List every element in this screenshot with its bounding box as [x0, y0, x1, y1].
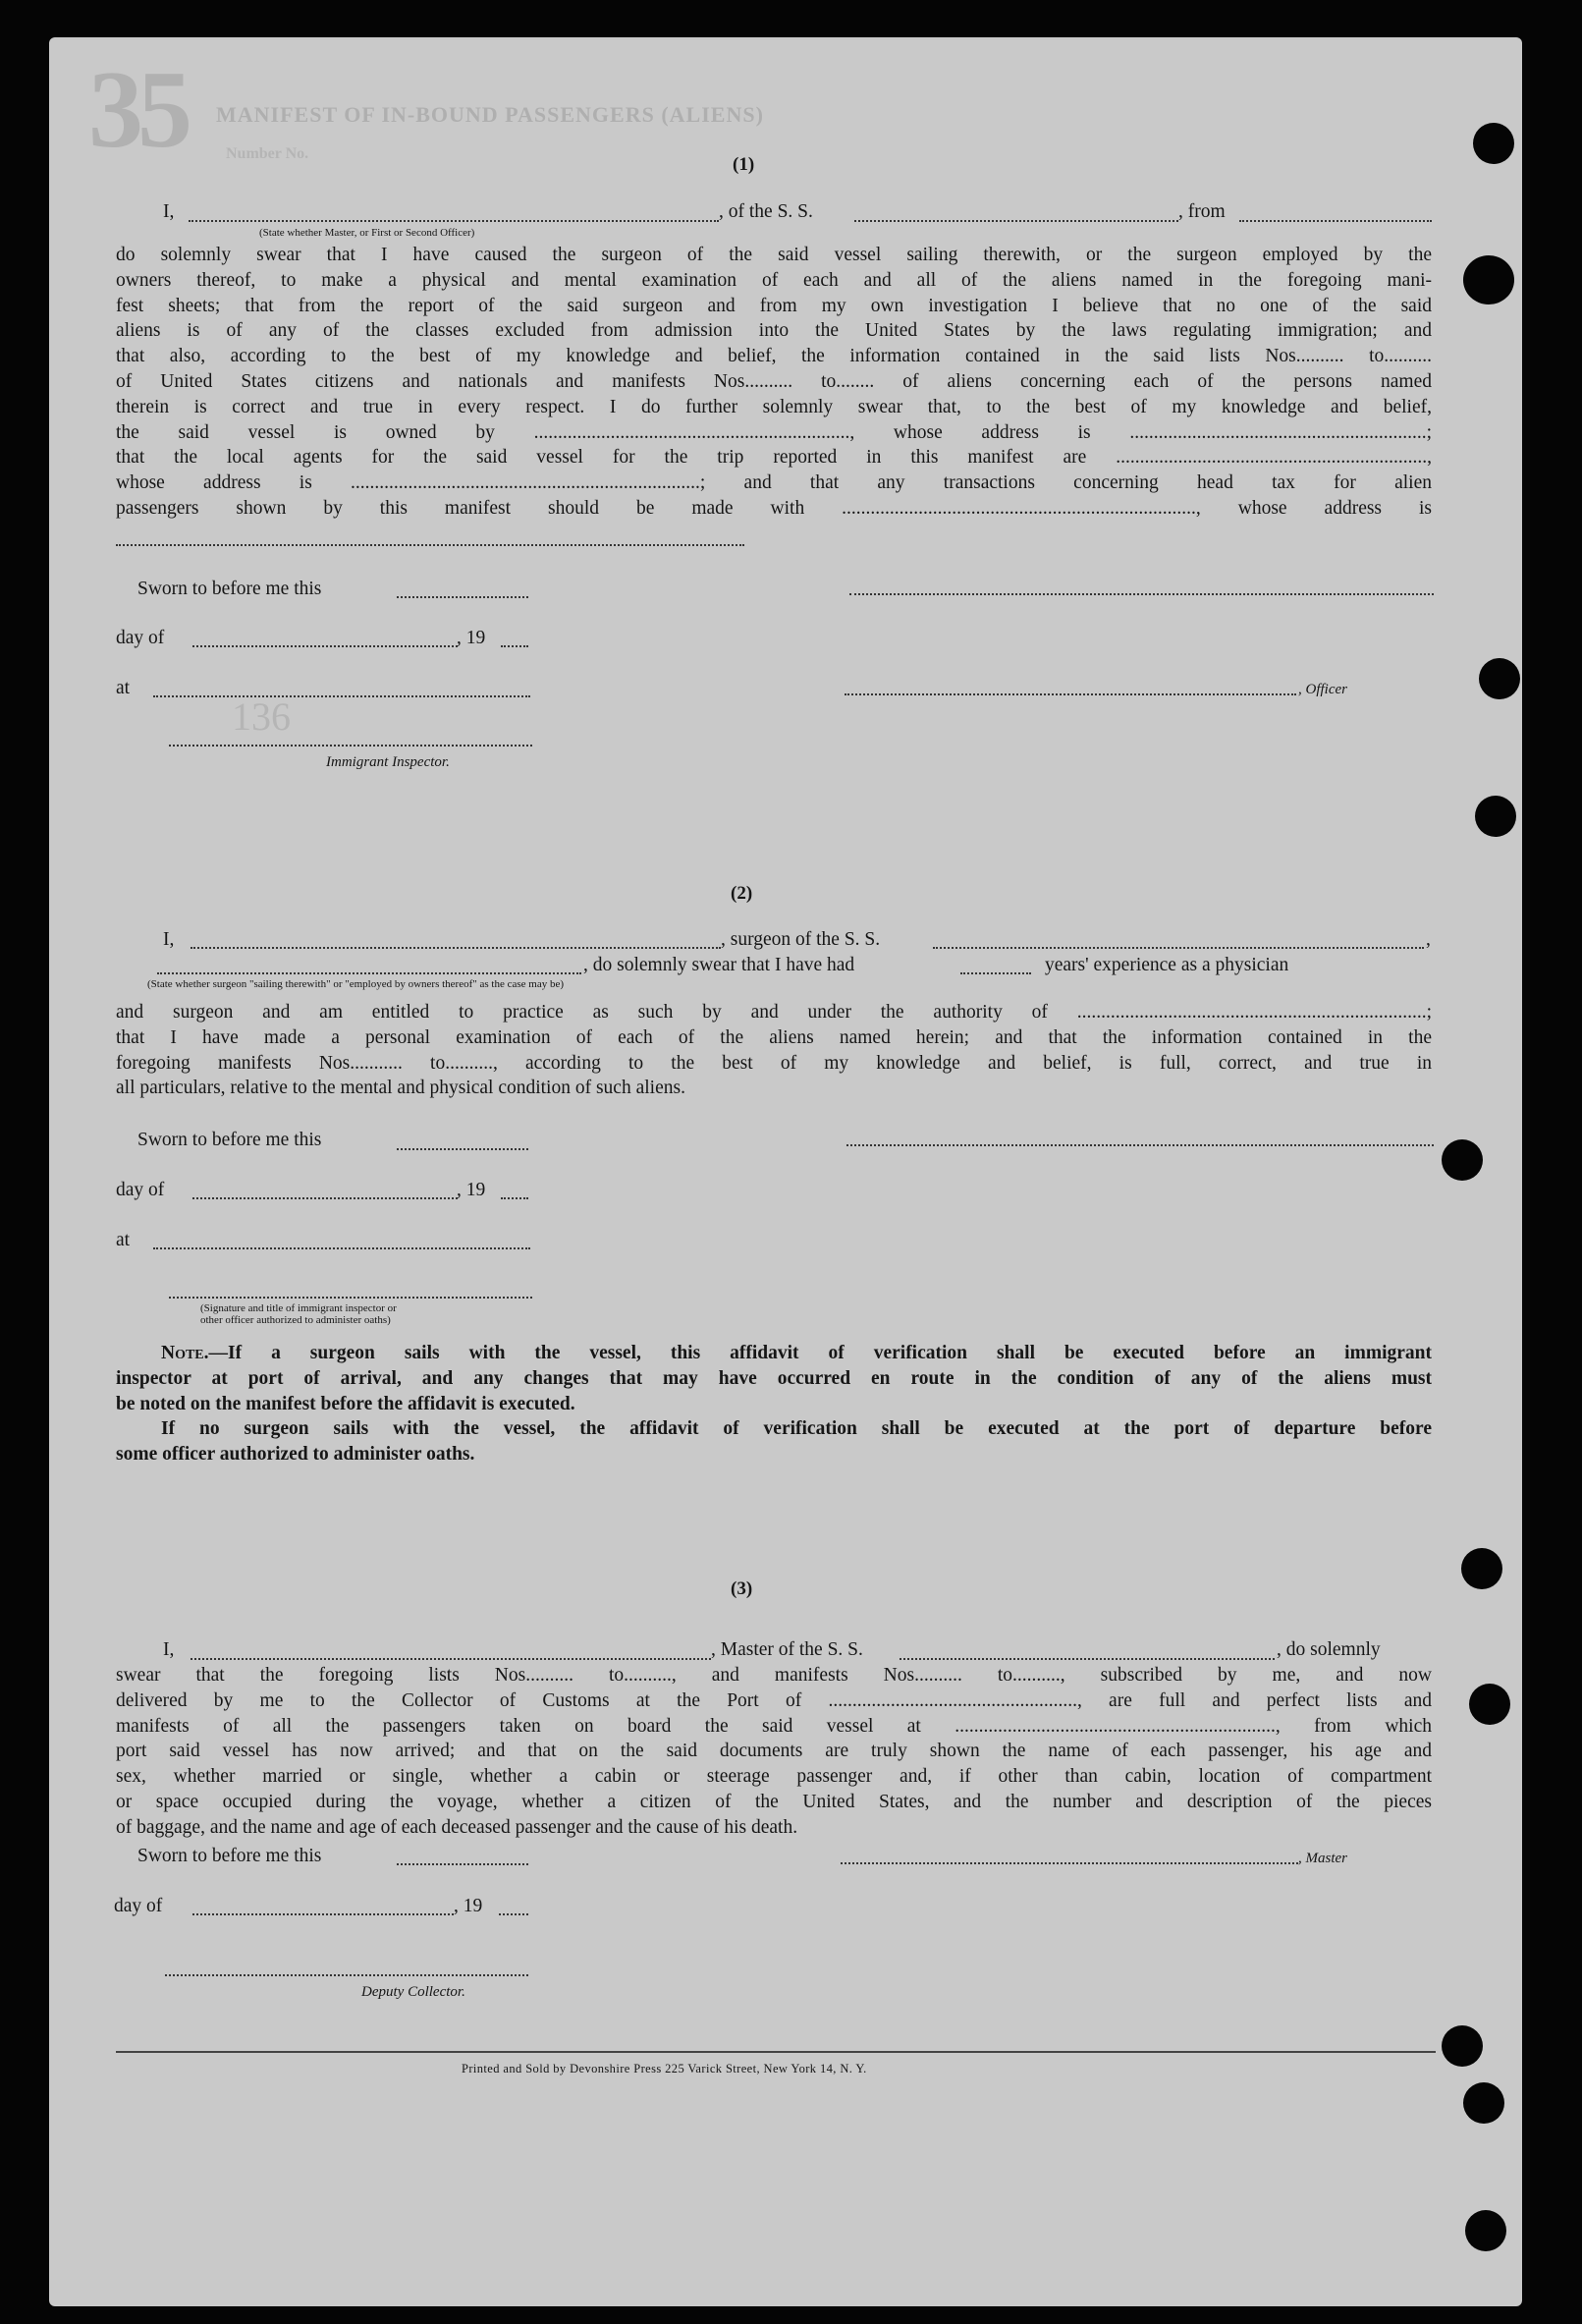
s1-body-line: the said vessel is owned by .................................................................., whose address is ..............................................................;: [116, 421, 1432, 443]
s2-years-blank: [960, 972, 1031, 974]
s3-body-line: sex, whether married or single, whether a cabin or steerage passenger and, if other than cabin, location of compartment: [116, 1766, 1432, 1788]
punch-hole: [1463, 255, 1514, 304]
s3-solemnly-label: , do solemnly: [1277, 1639, 1381, 1660]
s2-day-of-label: day of: [116, 1180, 165, 1200]
s3-body-line: manifests of all the passengers taken on board the said vessel at ..................................................................., from which: [116, 1715, 1432, 1737]
s2-at-label: at: [116, 1230, 131, 1250]
s2-body-line: that I have made a personal examination of each of the aliens named herein; and that the information contained in the: [116, 1026, 1432, 1048]
s2-surgeon-signature-blank: [846, 1144, 1434, 1146]
s3-body-line: port said vessel has now arrived; and that on the said documents are truly shown the name of each passenger, his age and: [116, 1741, 1432, 1762]
s1-ss-label: , of the S. S.: [719, 201, 813, 222]
s1-body-line: whose address is .........................................................................; and that any transactions concerning head tax for alien: [116, 472, 1432, 494]
s1-body-line: of United States citizens and nationals and manifests Nos.......... to........ of aliens concerning each of the persons named: [116, 370, 1432, 392]
printer-imprint: Printed and Sold by Devonshire Press 225 Varick Street, New York 14, N. Y.: [462, 2062, 867, 2075]
s3-sworn-label: Sworn to before me this: [137, 1846, 322, 1866]
s2-note-line: If no surgeon sails with the vessel, the affidavit of verification shall be executed at the port of departure before: [161, 1418, 1432, 1440]
s1-body-line: fest sheets; that from the report of the said surgeon and from my own investigation I believe that no one of the said: [116, 295, 1432, 316]
s2-sig-note-line1: (Signature and title of immigrant inspector or: [200, 1302, 397, 1314]
s1-margin-ghost-number: 136: [232, 694, 291, 739]
punch-hole: [1442, 1139, 1483, 1181]
s2-body-line: and surgeon and am entitled to practice as such by and under the authority of .........................................................................;: [116, 1002, 1432, 1023]
s3-master-signature-blank: [841, 1862, 1298, 1864]
s1-day-of-label: day of: [116, 628, 165, 648]
s2-year-label: , 19: [457, 1180, 486, 1200]
s1-body-line: therein is correct and true in every respect. I do further solemnly swear that, to the best of my knowledge and belief,: [116, 396, 1432, 417]
s3-day-of-label: day of: [114, 1896, 163, 1916]
s3-body-line: delivered by me to the Collector of Customs at the Port of ...................................................., are full and perfect lists and: [116, 1689, 1432, 1711]
punch-hole: [1442, 2025, 1483, 2067]
s2-day-blank: [192, 1197, 458, 1199]
s2-swear-label: , do solemnly swear that I have had: [583, 955, 855, 975]
s2-year-blank: [501, 1197, 528, 1199]
ghost-manifest-sub: Number No.: [226, 145, 309, 162]
s2-note-line: inspector at port of arrival, and any changes that may have occurred en route in the condition of any of the aliens must: [116, 1367, 1432, 1389]
s2-body-line: foregoing manifests Nos........... to.........., according to the best of my knowledge and belief, is full, correct, and true in: [116, 1052, 1432, 1074]
s2-sig-note-line2: other officer authorized to administer oaths): [200, 1314, 391, 1326]
s3-master-name-blank: [191, 1658, 711, 1660]
s1-body-line: passengers shown by this manifest should be made with .........................................................................., whose address is: [116, 497, 1432, 519]
s2-sworn-blank: [397, 1148, 528, 1150]
s2-note-label: Note.: [161, 1343, 209, 1363]
punch-hole: [1475, 796, 1516, 837]
punch-hole: [1463, 2082, 1504, 2124]
s1-at-blank: [153, 695, 530, 697]
s1-body-line: that the local agents for the said vessel for the trip reported in this manifest are .................................................................,: [116, 447, 1432, 469]
s3-body: [116, 1663, 1432, 1841]
s1-at-label: at: [116, 678, 131, 698]
s3-year-blank: [499, 1913, 528, 1915]
s2-vessel-blank: [933, 947, 1424, 949]
footer-rule: [116, 2051, 1436, 2053]
s3-i-label: I,: [163, 1639, 175, 1660]
s1-sworn-blank: [397, 596, 528, 598]
s1-officer-label: , Officer: [1298, 682, 1347, 697]
s3-sworn-blank: [397, 1863, 528, 1865]
document-page: [49, 37, 1522, 2306]
s2-at-blank: [153, 1247, 530, 1249]
s1-body-line: that also, according to the best of my knowledge and belief, the information contained in the said lists Nos.......... to..........: [116, 346, 1432, 367]
s3-master-label: , Master: [1298, 1851, 1347, 1866]
s1-vessel-blank: [854, 220, 1178, 222]
s3-body-line: or space occupied during the voyage, whether a citizen of the United States, and the number and description of the pieces: [116, 1791, 1432, 1812]
s1-body-line: do solemnly swear that I have caused the surgeon of the said vessel sailing therewith, or the surgeon employed by the: [116, 245, 1432, 265]
s3-collector-signature-blank: [165, 1974, 528, 1976]
s3-vessel-blank: [900, 1658, 1275, 1660]
s1-from-blank: [1239, 220, 1432, 222]
punch-hole: [1479, 658, 1520, 699]
s3-year-label: , 19: [454, 1896, 483, 1916]
s1-inspector-signature-blank: [169, 745, 532, 747]
s2-note-text: —If a surgeon sails with the vessel, this affidavit of verification shall be executed before an immigrant: [208, 1343, 1432, 1363]
s1-officer-name-blank: [189, 220, 719, 222]
s1-year-blank: [501, 645, 528, 647]
s2-i-label: I,: [163, 929, 175, 950]
s2-ss-label: , surgeon of the S. S.: [721, 929, 881, 950]
s2-surgeon-type-blank: [157, 972, 581, 974]
punch-hole: [1461, 1548, 1502, 1589]
s1-body: [116, 243, 1432, 522]
s1-i-label: I,: [163, 201, 175, 222]
punch-hole: [1469, 1684, 1510, 1725]
s1-body-line: owners thereof, to make a physical and mental examination of each and all of the aliens named in the foregoing mani-: [116, 269, 1432, 291]
s1-inspector-label: Immigrant Inspector.: [326, 754, 450, 770]
s3-body-line: of baggage, and the name and age of each deceased passenger and the cause of his death.: [116, 1816, 798, 1838]
s2-body: [116, 1000, 1432, 1101]
s2-surgeon-note: (State whether surgeon "sailing therewith" or "employed by owners thereof" as the case may be): [147, 978, 565, 990]
section-1-number: (1): [733, 154, 755, 175]
s3-day-blank: [192, 1913, 454, 1915]
s2-note-line: [116, 1341, 1432, 1366]
s2-note: [116, 1341, 1432, 1467]
s1-day-blank: [192, 645, 458, 647]
ghost-stamp-number: 35: [88, 49, 187, 171]
s2-inspector-signature-blank: [169, 1297, 532, 1299]
s2-comma: ,: [1426, 929, 1431, 950]
s1-sworn-label: Sworn to before me this: [137, 579, 322, 599]
s2-sworn-label: Sworn to before me this: [137, 1130, 322, 1150]
punch-hole: [1473, 123, 1514, 164]
s2-surgeon-name-blank: [191, 947, 721, 949]
s2-note-line: be noted on the manifest before the affidavit is executed.: [116, 1393, 575, 1414]
s1-officer-note: (State whether Master, or First or Second Officer): [259, 227, 475, 239]
s1-body-line: aliens is of any of the classes excluded from admission into the United States by the laws regulating immigration; and: [116, 320, 1432, 342]
section-3-number: (3): [731, 1578, 753, 1599]
s2-years-label: years' experience as a physician: [1045, 955, 1289, 975]
s3-ss-label: , Master of the S. S.: [711, 1639, 863, 1660]
s1-year-label: , 19: [457, 628, 486, 648]
ghost-manifest-title: MANIFEST OF IN-BOUND PASSENGERS (ALIENS): [216, 102, 764, 127]
punch-hole: [1465, 2210, 1506, 2251]
s3-collector-label: Deputy Collector.: [361, 1984, 465, 2000]
section-2-number: (2): [731, 883, 753, 904]
s1-officer-title-blank: [845, 693, 1296, 695]
s1-agent-address-blank: [116, 544, 744, 546]
s2-note-line: some officer authorized to administer oaths.: [116, 1444, 475, 1466]
s2-body-line: all particulars, relative to the mental and physical condition of such aliens.: [116, 1078, 685, 1099]
s1-officer-signature-blank: [849, 593, 1434, 595]
s3-body-line: swear that the foregoing lists Nos.......... to.........., and manifests Nos.......... to.........., subscribed by me, and now: [116, 1665, 1432, 1686]
s1-from-label: , from: [1178, 201, 1226, 222]
